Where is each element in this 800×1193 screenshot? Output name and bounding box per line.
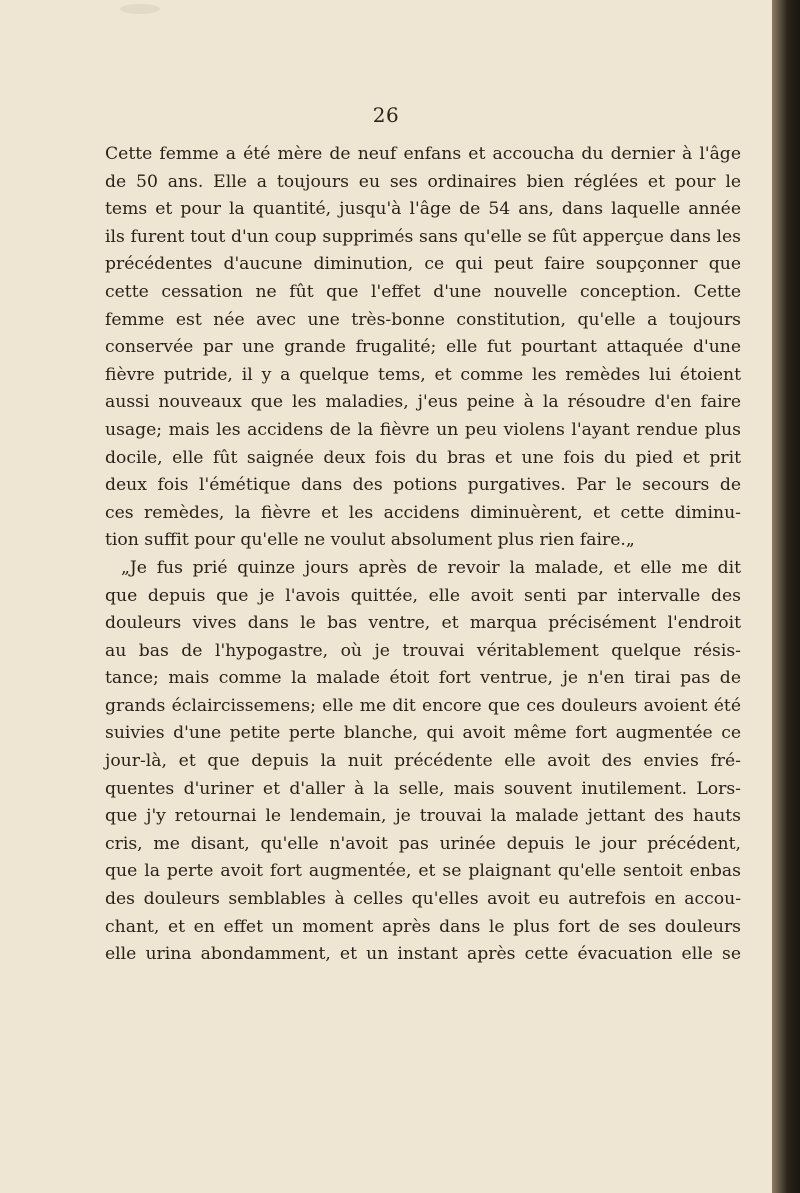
text-line: de 50 ans. Elle a toujours eu ses ordinaires bien réglées et pour le xyxy=(105,171,741,192)
text-line: douleurs vives dans le bas ventre, et marqua précisément l'endroit xyxy=(105,613,741,634)
text-line: „Je fus prié quinze jours après de revoir la malade, et elle me dit xyxy=(121,557,741,578)
text-line: que la perte avoit fort augmentée, et se plaignant qu'elle sentoit enbas xyxy=(105,861,741,882)
paragraph xyxy=(105,141,741,555)
text-line: grands éclaircissemens; elle me dit encore que ces douleurs avoient été xyxy=(105,695,741,716)
text-line: aussi nouveaux que les maladies, j'eus peine à la résoudre d'en faire xyxy=(105,392,741,413)
text-line: que j'y retournai le lendemain, je trouvai la malade jettant des hauts xyxy=(105,806,741,827)
page-number: 26 xyxy=(372,103,400,127)
text-line: tance; mais comme la malade étoit fort ventrue, je n'en tirai pas de xyxy=(105,668,741,689)
text-line: précédentes d'aucune diminution, ce qui peut faire soupçonner que xyxy=(105,254,741,275)
paragraph xyxy=(105,555,741,969)
book-binding-edge xyxy=(772,0,800,1193)
text-line: cris, me disant, qu'elle n'avoit pas urinée depuis le jour précédent, xyxy=(105,833,741,854)
body-text xyxy=(105,141,741,969)
text-line: au bas de l'hypogastre, où je trouvai véritablement quelque résis- xyxy=(105,640,741,661)
text-line: fièvre putride, il y a quelque tems, et comme les remèdes lui étoient xyxy=(105,364,741,385)
text-line: suivies d'une petite perte blanche, qui avoit même fort augmentée ce xyxy=(105,723,741,744)
text-line: jour-là, et que depuis la nuit précédente elle avoit des envies fré- xyxy=(105,751,741,772)
text-line: cette cessation ne fût que l'effet d'une nouvelle conception. Cette xyxy=(105,281,741,302)
text-line: Cette femme a été mère de neuf enfans et accoucha du dernier à l'âge xyxy=(105,144,741,164)
text-line: docile, elle fût saignée deux fois du bras et une fois du pied et prit xyxy=(105,447,741,468)
text-line: elle urina abondamment, et un instant après cette évacuation elle se xyxy=(105,944,741,965)
text-line: ces remèdes, la fièvre et les accidens diminuèrent, et cette diminu- xyxy=(105,502,741,523)
text-line: que depuis que je l'avois quittée, elle avoit senti par intervalle des xyxy=(105,585,741,606)
text-line: ils furent tout d'un coup supprimés sans qu'elle se fût apperçue dans les xyxy=(105,226,741,247)
text-line: des douleurs semblables à celles qu'elles avoit eu autrefois en accou- xyxy=(105,889,741,910)
text-line: tems et pour la quantité, jusqu'à l'âge de 54 ans, dans laquelle année xyxy=(105,199,741,220)
text-line: chant, et en effet un moment après dans le plus fort de ses douleurs xyxy=(105,916,741,937)
text-line: usage; mais les accidens de la fièvre un peu violens l'ayant rendue plus xyxy=(105,419,741,440)
text-line: femme est née avec une très-bonne constitution, qu'elle a toujours xyxy=(105,309,741,330)
paper-stain xyxy=(120,4,160,14)
text-line: quentes d'uriner et d'aller à la selle, mais souvent inutilement. Lors- xyxy=(105,778,741,799)
text-line: tion suffit pour qu'elle ne voulut absolument plus rien faire.„ xyxy=(105,530,635,551)
text-line: deux fois l'émétique dans des potions purgatives. Par le secours de xyxy=(105,475,741,496)
text-line: conservée par une grande frugalité; elle fut pourtant attaquée d'une xyxy=(105,337,741,358)
